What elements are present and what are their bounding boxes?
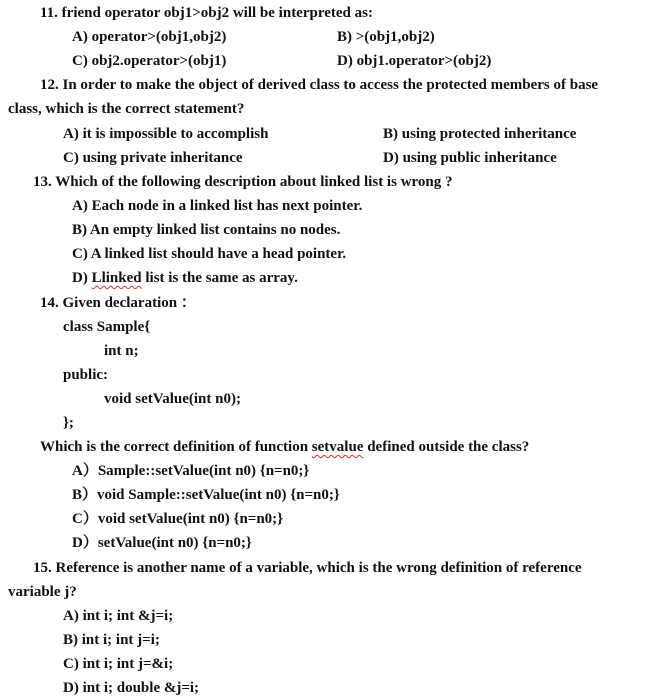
q11-option-a: A) operator>(obj1,obj2) [72,29,227,45]
q13-option-d-prefix: D) [72,270,92,286]
q14-code-line4: void setValue(int n0); [104,391,241,407]
q12-option-b: B) using protected inheritance [383,126,577,142]
q14-question-prefix: Which is the correct definition of function [40,439,312,455]
q15-option-b: B) int i; int j=i; [63,632,160,648]
q14-code-line1: class Sample{ [63,319,151,335]
q14-question [40,437,529,457]
q15-stem-line1: 15. Reference is another name of a variable, which is the wrong definition of reference [33,560,582,576]
q15-option-d: D) int i; double &j=i; [63,680,200,696]
q12-option-c: C) using private inheritance [63,150,243,166]
q13-option-b: B) An empty linked list contains no nodes. [72,222,341,238]
q15-stem-line2: variable j? [8,584,77,600]
q12-option-d: D) using public inheritance [383,150,557,166]
q14-code-line5: }; [63,415,74,431]
q14-stem: 14. Given declaration ： [40,295,196,311]
q15-option-a: A) int i; int &j=i; [63,608,174,624]
q12-stem-line1: 12. In order to make the object of derived class to access the protected members of base [40,77,599,93]
q13-stem: 13. Which of the following description about linked list is wrong ? [33,174,453,190]
q14-option-d: D）setValue(int n0) {n=n0;} [72,535,252,551]
q14-option-c: C）void setValue(int n0) {n=n0;} [72,511,284,527]
q13-option-d [72,268,298,288]
q15-option-c: C) int i; int j=&i; [63,656,174,672]
q14-option-b: B）void Sample::setValue(int n0) {n=n0;} [72,487,340,503]
q11-option-c: C) obj2.operator>(obj1) [72,53,227,69]
q11-option-d: D) obj1.operator>(obj2) [337,53,492,69]
q12-option-a: A) it is impossible to accomplish [63,126,269,142]
q14-question-suffix: defined outside the class? [363,439,530,455]
q14-misspelled-word: setvalue [311,439,364,455]
q13-misspelled-word: Llinked [91,270,142,286]
q14-code-line3: public: [63,367,109,383]
q13-option-a: A) Each node in a linked list has next pointer. [72,198,363,214]
q11-option-b: B) >(obj1,obj2) [337,29,435,45]
q12-stem-line2: class, which is the correct statement? [8,101,245,117]
q13-option-c: C) A linked list should have a head pointer. [72,246,347,262]
q14-code-line2: int n; [104,343,139,359]
q13-option-d-suffix: list is the same as array. [141,270,298,286]
q11-stem: 11. friend operator obj1>obj2 will be interpreted as: [40,5,373,21]
q14-option-a: A）Sample::setValue(int n0) {n=n0;} [72,463,310,479]
